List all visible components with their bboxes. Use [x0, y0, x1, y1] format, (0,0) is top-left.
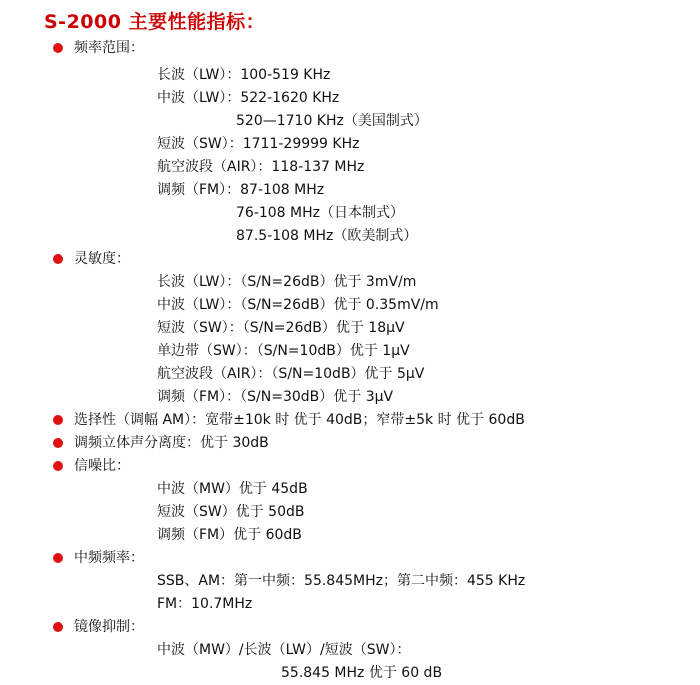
spec-line: 短波（SW）：1711-29999 KHz	[157, 136, 360, 152]
spec-line: 55.845 MHz 优于 60 dB	[281, 665, 443, 681]
spec-line: SSB、AM：第一中频：55.845MHz；第二中频：455 KHz	[157, 573, 526, 589]
section-heading-if-frequency: 中频频率：	[74, 550, 144, 566]
bullet-icon	[53, 461, 63, 471]
bullet-icon	[53, 438, 63, 448]
spec-line: 87.5-108 MHz（欧美制式）	[236, 228, 418, 244]
section-heading-snr: 信噪比：	[74, 458, 130, 474]
section-heading-selectivity: 选择性（调幅 AM）：宽带±10k 时 优于 40dB；窄带±5k 时 优于 60dB	[74, 412, 525, 428]
spec-line: 调频（FM）优于 60dB	[157, 527, 302, 543]
spec-line: 中波（MW）/长波（LW）/短波（SW）：	[157, 642, 411, 658]
spec-line: 76-108 MHz（日本制式）	[236, 205, 404, 221]
spec-line: 长波（LW）：100-519 KHz	[157, 67, 331, 83]
spec-line: 中波（LW）：522-1620 KHz	[157, 90, 340, 106]
spec-line: 短波（SW）优于 50dB	[157, 504, 305, 520]
spec-line: 航空波段（AIR）：118-137 MHz	[157, 159, 365, 175]
section-heading-frequency-range: 频率范围：	[74, 40, 144, 56]
bullet-icon	[53, 622, 63, 632]
spec-line: 长波（LW）：（S/N=26dB）优于 3mV/m	[157, 274, 417, 290]
spec-line: 中波（MW）优于 45dB	[157, 481, 308, 497]
bullet-icon	[53, 43, 63, 53]
bullet-icon	[53, 415, 63, 425]
bullet-icon	[53, 254, 63, 264]
section-heading-image-rejection: 镜像抑制：	[74, 619, 144, 635]
spec-line: 单边带（SW）：（S/N=10dB）优于 1μV	[157, 343, 410, 359]
spec-line: 短波（SW）：（S/N=26dB）优于 18μV	[157, 320, 405, 336]
spec-line: 调频（FM）：（S/N=30dB）优于 3μV	[157, 389, 394, 405]
spec-line: 调频（FM）：87-108 MHz	[157, 182, 325, 198]
spec-line: 中波（LW）：（S/N=26dB）优于 0.35mV/m	[157, 297, 439, 313]
section-heading-stereo-separation: 调频立体声分离度：优于 30dB	[74, 435, 269, 451]
page-title: S-2000 主要性能指标：	[44, 11, 266, 33]
bullet-icon	[53, 553, 63, 563]
section-heading-sensitivity: 灵敏度：	[74, 251, 130, 267]
spec-line: FM：10.7MHz	[157, 596, 253, 612]
spec-line: 520—1710 KHz（美国制式）	[236, 113, 428, 129]
spec-line: 航空波段（AIR）：（S/N=10dB）优于 5μV	[157, 366, 425, 382]
